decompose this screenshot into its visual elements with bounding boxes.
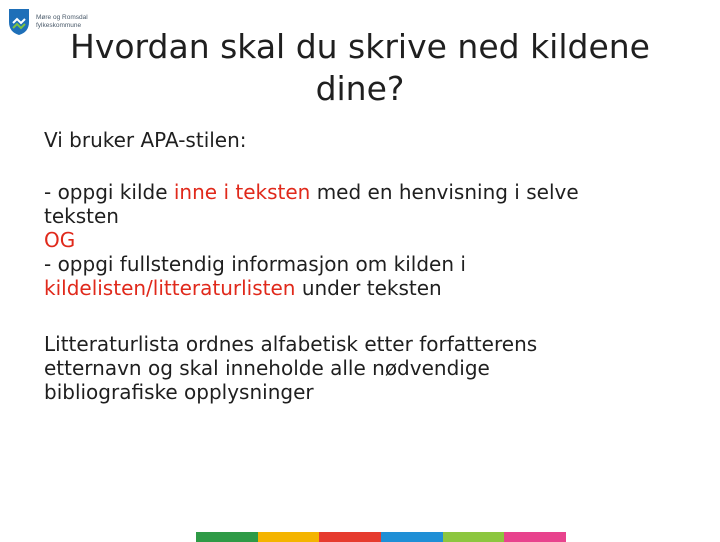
closing-line-1: Litteraturlista ordnes alfabetisk etter forfatterens [44, 332, 538, 356]
point-two-text-b: under teksten [295, 276, 442, 300]
slide-title [60, 26, 660, 110]
color-bar-segment [258, 532, 320, 542]
slide-title-line-2: dine? [315, 69, 405, 108]
logo-line-1: Møre og Romsdal [36, 14, 88, 21]
color-bar-segment [319, 532, 381, 542]
point-two [44, 252, 674, 300]
slide-title-line-1: Hvordan skal du skrive ned kildene [70, 27, 650, 66]
point-one-text-b: med en henvisning i selve [310, 180, 579, 204]
logo-line-2: fylkeskommune [36, 22, 82, 29]
color-bar-segment [443, 532, 505, 542]
color-bar-segment [381, 532, 443, 542]
point-one-text-c: teksten [44, 204, 119, 228]
point-one [44, 180, 674, 228]
slide-body [44, 128, 674, 404]
point-one-highlight: inne i teksten [173, 180, 311, 204]
closing-line-2: etternavn og skal inneholde alle nødvendige [44, 356, 490, 380]
point-one-text-a: - oppgi kilde [44, 180, 174, 204]
point-two-text-a: - oppgi fullstendig informasjon om kilden i [44, 252, 466, 276]
closing-line-3: bibliografiske opplysninger [44, 380, 314, 404]
point-two-highlight: kildelisten/litteraturlisten [44, 276, 296, 300]
crest-icon [8, 8, 30, 36]
color-bar-segment [196, 532, 258, 542]
closing-paragraph [44, 332, 674, 404]
decorative-color-bar [196, 532, 566, 542]
intro-text: Vi bruker APA-stilen: [44, 128, 247, 152]
og-connector: OG [44, 228, 76, 252]
color-bar-segment [504, 532, 566, 542]
